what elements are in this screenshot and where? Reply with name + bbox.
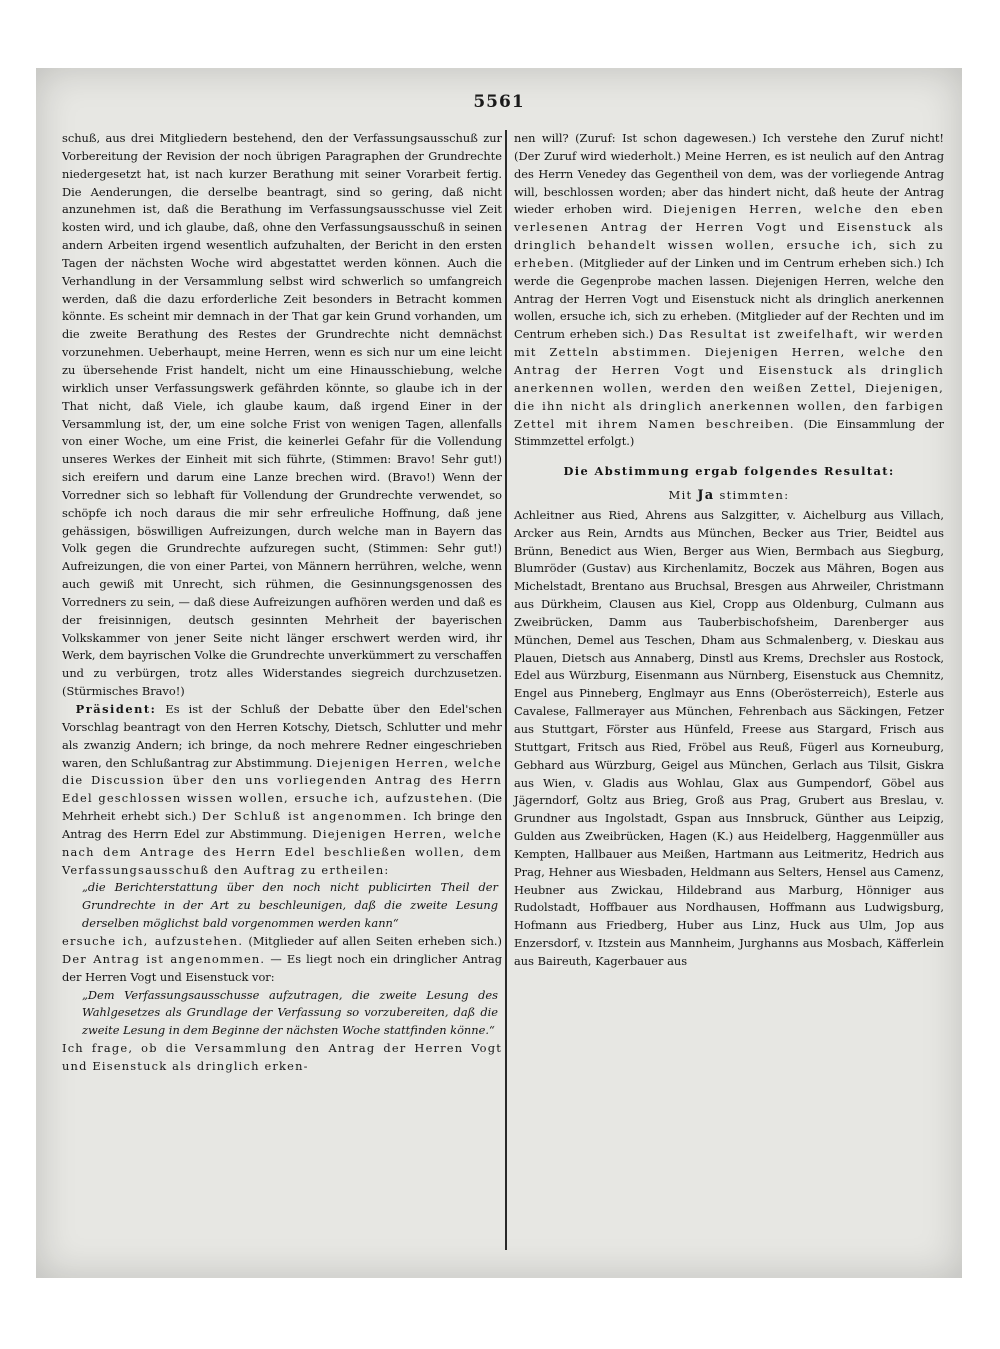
paragraph: Ich frage, ob die Versammlung den Antrag der Herren Vogt und Eisenstuck als dringlich erken- bbox=[62, 1041, 502, 1073]
speaker-label: Präsident: bbox=[75, 702, 157, 716]
left-column bbox=[62, 130, 502, 1248]
paragraph: ersuche ich, aufzustehen. (Mitglieder auf allen Seiten erheben sich.) Der Antrag ist angenommen. — Es liegt noch ein dringlicher Antrag der Herren Vogt und Eisenstuck vor: bbox=[62, 933, 502, 984]
yes-votes-heading: Mit Ja stimmten: bbox=[668, 488, 790, 504]
scanned-page bbox=[36, 68, 962, 1278]
page-number: 5561 bbox=[473, 92, 525, 112]
president-paragraph: Präsident: Es ist der Schluß der Debatte über den Edel'schen Vorschlag beantragt von den Herren Kotschy, Dietsch, Schlutter und mehr als zwanzig Andern; ich bringe, da noch mehrere Redner eingeschrieben waren, den Schlußantrag zur Abstimmung. Diejenigen Herren, welche die Discussion über den uns vorliegenden Antrag des Herrn Edel geschlossen wissen wollen, ersuche ich, aufzustehen. (Die Mehrheit erhebt sich.) Der Schluß ist angenommen. Ich bringe den Antrag des Herrn Edel zur Abstimmung. Diejenigen Herren, welche nach dem Antrage des Herrn Edel beschließen wollen, dem Verfassungsausschuß den Auftrag zu ertheilen: bbox=[62, 702, 503, 877]
vote-result-heading: Die Abstimmung ergab folgendes Resultat: bbox=[563, 464, 895, 479]
quoted-motion: „Dem Verfassungsausschusse aufzutragen, die zweite Lesung des Wahlgesetzes als Grundlage der Verfassung so vorzubereiten, daß die zweite Lesung in dem Beginne der nächsten Woche stattfinden könne.“ bbox=[82, 987, 498, 1038]
column-divider bbox=[505, 130, 507, 1250]
paragraph: schuß, aus drei Mitgliedern bestehend, den der Verfassungsausschuß zur Vorbereitung der Revision der noch übrigen Paragraphen der Grundrechte niedergesetzt hat, ist nach kurzer Berathung mit seiner Vorarbeit fertig. Die Aenderungen, die derselbe beantragt, sind so gering, daß nicht anzunehmen ist, daß die Berathung im Verfassungsausschusse viel Zeit kosten wird, und ich glaube, daß, ohne den Verfassungsausschuß in seinen andern Arbeiten irgend wesentlich aufzuhalten, der Bericht in den ersten Tagen der nächsten Woche wird abgestattet werden können. Auch die Verhandlung in der Versammlung selbst wird schwerlich so umfangreich werden, daß die dazu erforderliche Zeit besonders in Betracht kommen könnte. Es scheint mir demnach in der That gar kein Grund vorhanden, um die zweite Berathung des Restes der Grundrechte nicht demnächst vorzunehmen. Ueberhaupt, meine Herren, wenn es sich nur um eine leicht zu übersehende Frist handelt, nicht um eine Hinausschiebung, welche wirklich unser Verfassungswerk gefährden könnte, so glaube ich in der That nicht, daß Viele, ich glaube kaum, daß irgend Einer in der Versammlung ist, der, um eine solche Frist von wenigen Tagen, allenfalls von einer Woche, um eine Frist, die keinerlei Gefahr für die Vollendung unseres Werkes der Einheit mit sich führte, (Stimmen: Bravo! Sehr gut!) sich ereifern und darum eine Lanze brechen wird. (Bravo!) Wenn der Vorredner sich so lebhaft für Vollendung der Grundrechte verwendet, so schöpfe ich noch daraus die mir sehr erfreuliche Hoffnung, daß jene gehässigen, böswilligen Aufreizungen, durch welche man in Bayern das Volk gegen die Grundrechte aufzuregen sucht, (Stimmen: Sehr gut!) Aufreizungen, die von einer Partei, von Männern herrühren, welche, wenn auch gewiß mit Unrecht, sich rühmen, die Gesinnungsgenossen des Vorredners zu sein, — daß diese Aufreizungen aufhören werden und daß es der freisinnigen, deutsch gesinnten Mehrheit der bayerischen Volkskammer von jener Seite nicht länger erschwert werden wird, ihr Werk, dem bayrischen Volke die Grundrechte unverkümmert zu verschaffen und zu verbürgen, trotz alles Widerstandes siegreich durchzusetzen. (Stürmisches Bravo!) bbox=[62, 131, 502, 699]
paragraph: nen will? (Zuruf: Ist schon dagewesen.) Ich verstehe den Zuruf nicht! (Der Zuruf wird wiederholt.) Meine Herren, es ist neulich auf den Antrag des Herrn Venedey das Gegentheil von dem, was der vorliegende Antrag will, beschlossen worden; aber das hindert nicht, daß heute der Antrag wieder erhoben wird. Diejenigen Herren, welche den eben verlesenen Antrag der Herren Vogt und Eisenstuck als dringlich behandelt wissen wollen, ersuche ich, sich zu erheben. (Mitglieder auf der Linken und im Centrum erheben sich.) Ich werde die Gegenprobe machen lassen. Diejenigen Herren, welche den Antrag der Herren Vogt und Eisenstuck nicht als dringlich anerkennen wollen, ersuche ich, sich zu erheben. (Mitglieder auf der Rechten und im Centrum erheben sich.) Das Resultat ist zweifelhaft, wir werden mit Zetteln abstimmen. Diejenigen Herren, welche den Antrag der Herren Vogt und Eisenstuck als dringlich anerkennen wollen, werden den weißen Zettel, Diejenigen, die ihn nicht als dringlich anerkennen wollen, den farbigen Zettel mit ihrem Namen beschreiben. (Die Einsammlung der Stimmzettel erfolgt.) bbox=[514, 131, 945, 449]
quoted-motion: „die Berichterstattung über den noch nicht publicirten Theil der Grundrechte in der Art zu beschleunigen, daß die zweite Lesung derselben möglichst bald vorgenommen werden kann“ bbox=[82, 880, 498, 931]
yes-votes-list: Achleitner aus Ried, Ahrens aus Salzgitter, v. Aichelburg aus Villach, Arcker aus Rein, Arndts aus München, Becker aus Trier, Beidtel aus Brünn, Benedict aus Wien, Berger aus Wien, Bermbach aus Siegburg, Blumröder (Gustav) aus Kirchenlamitz, Boczek aus Mähren, Bogen aus Michelstadt, Brentano aus Bruchsal, Bresgen aus Ahrweiler, Christmann aus Dürkheim, Clausen aus Kiel, Cropp aus Oldenburg, Culmann aus Zweibrücken, Damm aus Tauberbischofsheim, Darenberger aus München, Demel aus Teschen, Dham aus Schmalenberg, v. Dieskau aus Plauen, Dietsch aus Annaberg, Dinstl aus Krems, Drechsler aus Rostock, Edel aus Würzburg, Eisenmann aus Nürnberg, Eisenstuck aus Chemnitz, Engel aus Pinneberg, Englmayr aus Enns (Oberösterreich), Esterle aus Cavalese, Fallmerayer aus München, Fehrenbach aus Säckingen, Fetzer aus Stuttgart, Förster aus Hünfeld, Freese aus Stargard, Frisch aus Stuttgart, Fritsch aus Ried, Fröbel aus Reuß, Fügerl aus Korneuburg, Gebhard aus Würzburg, Geigel aus München, Gerlach aus Tilsit, Giskra aus Wien, v. Gladis aus Wohlau, Glax aus Gumpendorf, Göbel aus Jägerndorf, Goltz aus Brieg, Groß aus Prag, Grubert aus Breslau, v. Grundner aus Ingolstadt, Gspan aus Innsbruck, Günther aus Leipzig, Gulden aus Zweibrücken, Hagen (K.) aus Heidelberg, Haggenmüller aus Kempten, Hallbauer aus Meißen, Hartmann aus Leitmeritz, Hedrich aus Prag, Hehner aus Wiesbaden, Heldmann aus Selters, Hensel aus Camenz, Heubner aus Zwickau, Hildebrand aus Marburg, Hönniger aus Rudolstadt, Hoffbauer aus Nordhausen, Hoffmann aus Ludwigsburg, Hofmann aus Friedberg, Huber aus Linz, Huck aus Ulm, Jop aus Enzersdorf, v. Itzstein aus Mannheim, Jurghanns aus Mosbach, Käfferlein aus Baireuth, Kagerbauer aus bbox=[514, 507, 944, 968]
right-column bbox=[514, 130, 944, 1248]
